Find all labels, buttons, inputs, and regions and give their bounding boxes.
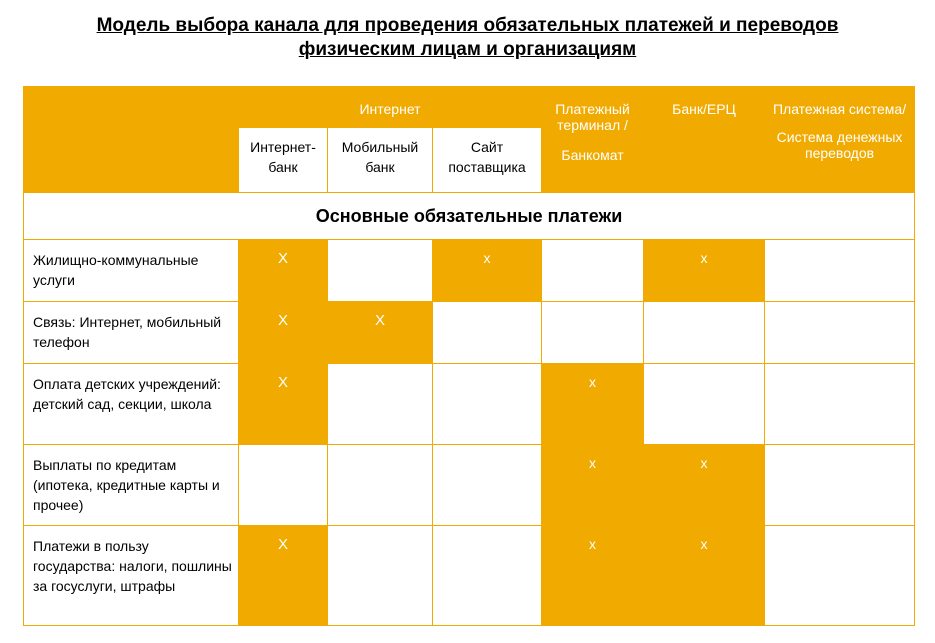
header-row-1 <box>24 87 915 128</box>
mark-cell: х <box>542 364 644 445</box>
mark-cell: х <box>542 445 644 526</box>
payment-channel-table <box>23 86 915 626</box>
mark-cell: Х <box>239 364 328 445</box>
mark-cell <box>433 526 542 626</box>
mark-cell <box>542 302 644 364</box>
mark-cell: х <box>644 240 765 302</box>
mark-cell <box>239 445 328 526</box>
mark-cell <box>765 526 915 626</box>
row-label: Связь: Интернет, мобильный телефон <box>24 302 239 364</box>
row-label: Платежи в пользу государства: налоги, пошлины за госуслуги, штрафы <box>24 526 239 626</box>
mark-cell: Х <box>239 526 328 626</box>
table-row <box>24 302 915 364</box>
mark-cell <box>328 364 433 445</box>
mark-cell <box>328 240 433 302</box>
header-terminal <box>542 87 644 193</box>
table-row <box>24 445 915 526</box>
mark-cell <box>542 240 644 302</box>
mark-cell: Х <box>328 302 433 364</box>
mark-cell <box>765 445 915 526</box>
mark-cell <box>433 445 542 526</box>
mark-cell <box>433 364 542 445</box>
header-payment-system-line2: Система денежных переводов <box>776 129 903 161</box>
title-line-1: Модель выбора канала для проведения обязательных платежей и переводов <box>96 15 839 36</box>
header-payment-system-line1: Платежная система/ <box>772 101 907 117</box>
mark-cell: х <box>644 445 765 526</box>
mark-cell <box>328 445 433 526</box>
header-bank: Банк/ЕРЦ <box>644 87 765 193</box>
mark-cell <box>765 364 915 445</box>
mark-cell <box>765 302 915 364</box>
title-line-2: физическим лицам и организациям <box>298 39 637 60</box>
header-mobile-bank: Мобильный банк <box>328 128 433 193</box>
mark-cell: х <box>542 526 644 626</box>
section-row <box>24 193 915 240</box>
header-corner-cell <box>24 87 239 193</box>
table-row <box>24 526 915 626</box>
page-title <box>0 14 935 62</box>
row-label: Жилищно-коммунальные услуги <box>24 240 239 302</box>
header-terminal-line1: Платежный терминал / <box>555 101 630 133</box>
header-provider-site: Сайт поставщика <box>433 128 542 193</box>
mark-cell <box>433 302 542 364</box>
mark-cell: х <box>433 240 542 302</box>
mark-cell <box>644 364 765 445</box>
header-terminal-line2: Банкомат <box>561 147 624 163</box>
mark-cell: Х <box>239 240 328 302</box>
mark-cell <box>328 526 433 626</box>
table-row <box>24 240 915 302</box>
mark-cell: Х <box>239 302 328 364</box>
row-label: Выплаты по кредитам (ипотека, кредитные карты и прочее) <box>24 445 239 526</box>
header-internet-bank: Интернет-банк <box>239 128 328 193</box>
mark-cell <box>765 240 915 302</box>
section-title: Основные обязательные платежи <box>24 193 915 240</box>
table-row <box>24 364 915 445</box>
mark-cell <box>644 302 765 364</box>
mark-cell: х <box>644 526 765 626</box>
header-internet: Интернет <box>239 87 542 128</box>
header-payment-system <box>765 87 915 193</box>
row-label: Оплата детских учреждений: детский сад, секции, школа <box>24 364 239 445</box>
